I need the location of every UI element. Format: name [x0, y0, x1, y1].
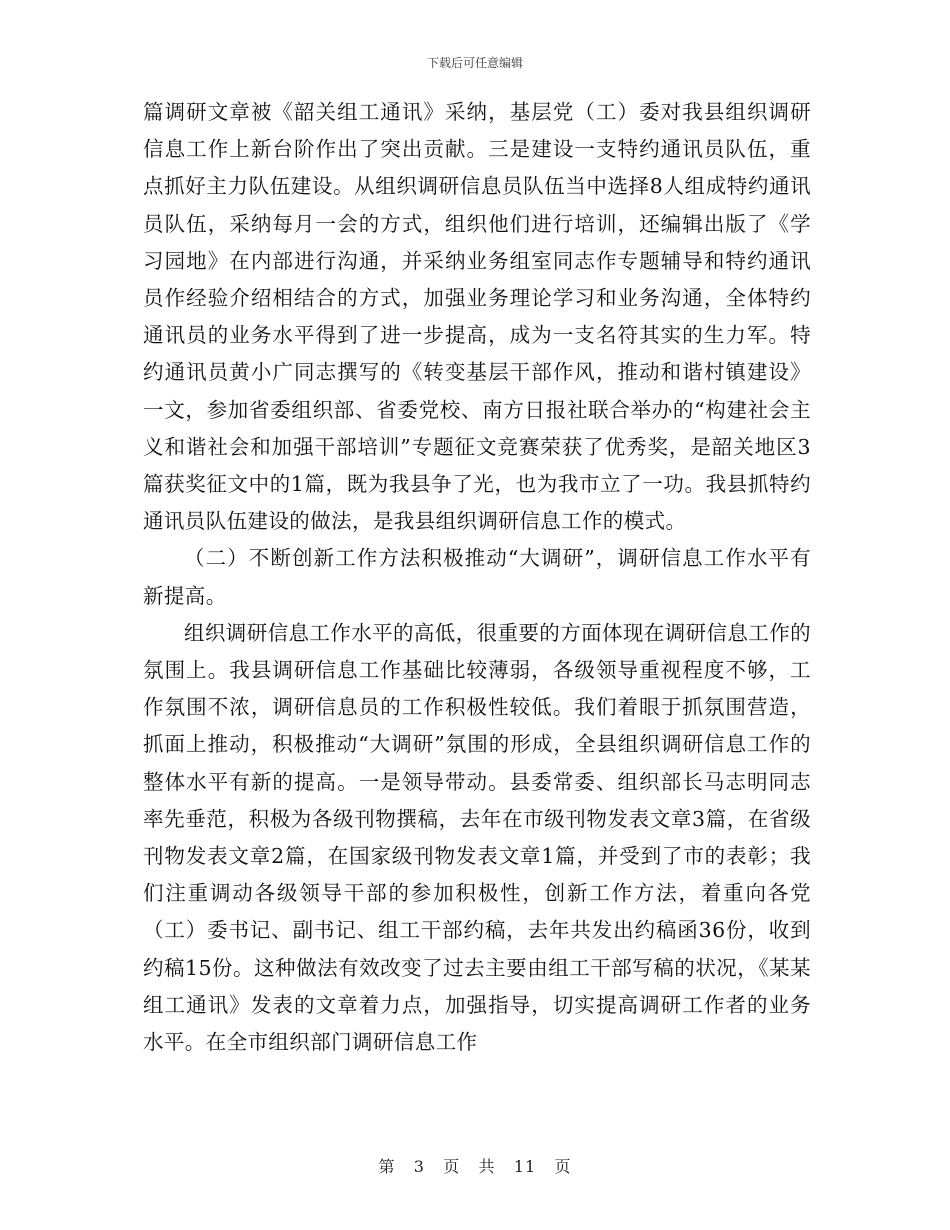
- page-footer: [0, 1154, 950, 1177]
- paragraph-continuation: 篇调研文章被《韶关组工通讯》采纳，基层党（工）委对我县组织调研信息工作上新台阶作出了突出贡献。三是建设一支特约通讯员队伍，重点抓好主力队伍建设。从组织调研信息员队伍当中选择8人组成特约通讯员队伍，采纳每月一会的方式，组织他们进行培训，还编辑出版了《学习园地》在内部进行沟通，并采纳业务组室同志作专题辅导和特约通讯员作经验介绍相结合的方式，加强业务理论学习和业务沟通，全体特约通讯员的业务水平得到了进一步提高，成为一支名符其实的生力军。特约通讯员黄小广同志撰写的《转变基层干部作风，推动和谐村镇建设》一文，参加省委组织部、省委党校、南方日报社联合举办的“构建社会主义和谐社会和加强干部培训”专题征文竞赛荣获了优秀奖，是韶关地区3篇获奖征文中的1篇，既为我县争了光，也为我市立了一功。我县抓特约通讯员队伍建设的做法，是我县组织调研信息工作的模式。: [143, 100, 811, 534]
- paragraph-body: 组织调研信息工作水平的高低，很重要的方面体现在调研信息工作的氛围上。我县调研信息工作基础比较薄弱，各级领导重视程度不够，工作氛围不浓，调研信息员的工作积极性较低。我们着眼于抓氛围营造，抓面上推动，积极推动“大调研”氛围的形成，全县组织调研信息工作的整体水平有新的提高。一是领导带动。县委常委、组织部长马志明同志率先垂范，积极为各级刊物撰稿，去年在市级刊物发表文章3篇，在省级刊物发表文章2篇，在国家级刊物发表文章1篇，并受到了市的表彰；我们注重调动各级领导干部的参加积极性，创新工作方法，着重向各党（工）委书记、副书记、组工干部约稿，去年共发出约稿函36份，收到约稿15份。这种做法有效改变了过去主要由组工干部写稿的状况，《某某组工通讯》发表的文章着力点，加强指导，切实提高调研工作者的业务水平。在全市组织部门调研信息工作: [143, 620, 811, 1055]
- footer-label-total-unit: 页: [554, 1157, 572, 1176]
- footer-total-pages: 11: [513, 1157, 537, 1176]
- page-header: 下载后可任意编辑: [426, 56, 523, 70]
- footer-label-total: 共: [478, 1157, 496, 1176]
- section-heading: （二）不断创新工作方法积极推动“大调研”，调研信息工作水平有新提高。: [143, 546, 811, 608]
- footer-label-page-unit: 页: [443, 1157, 461, 1176]
- document-body: [143, 94, 811, 1061]
- footer-label-page: 第: [378, 1157, 396, 1176]
- footer-current-page: 3: [413, 1157, 425, 1176]
